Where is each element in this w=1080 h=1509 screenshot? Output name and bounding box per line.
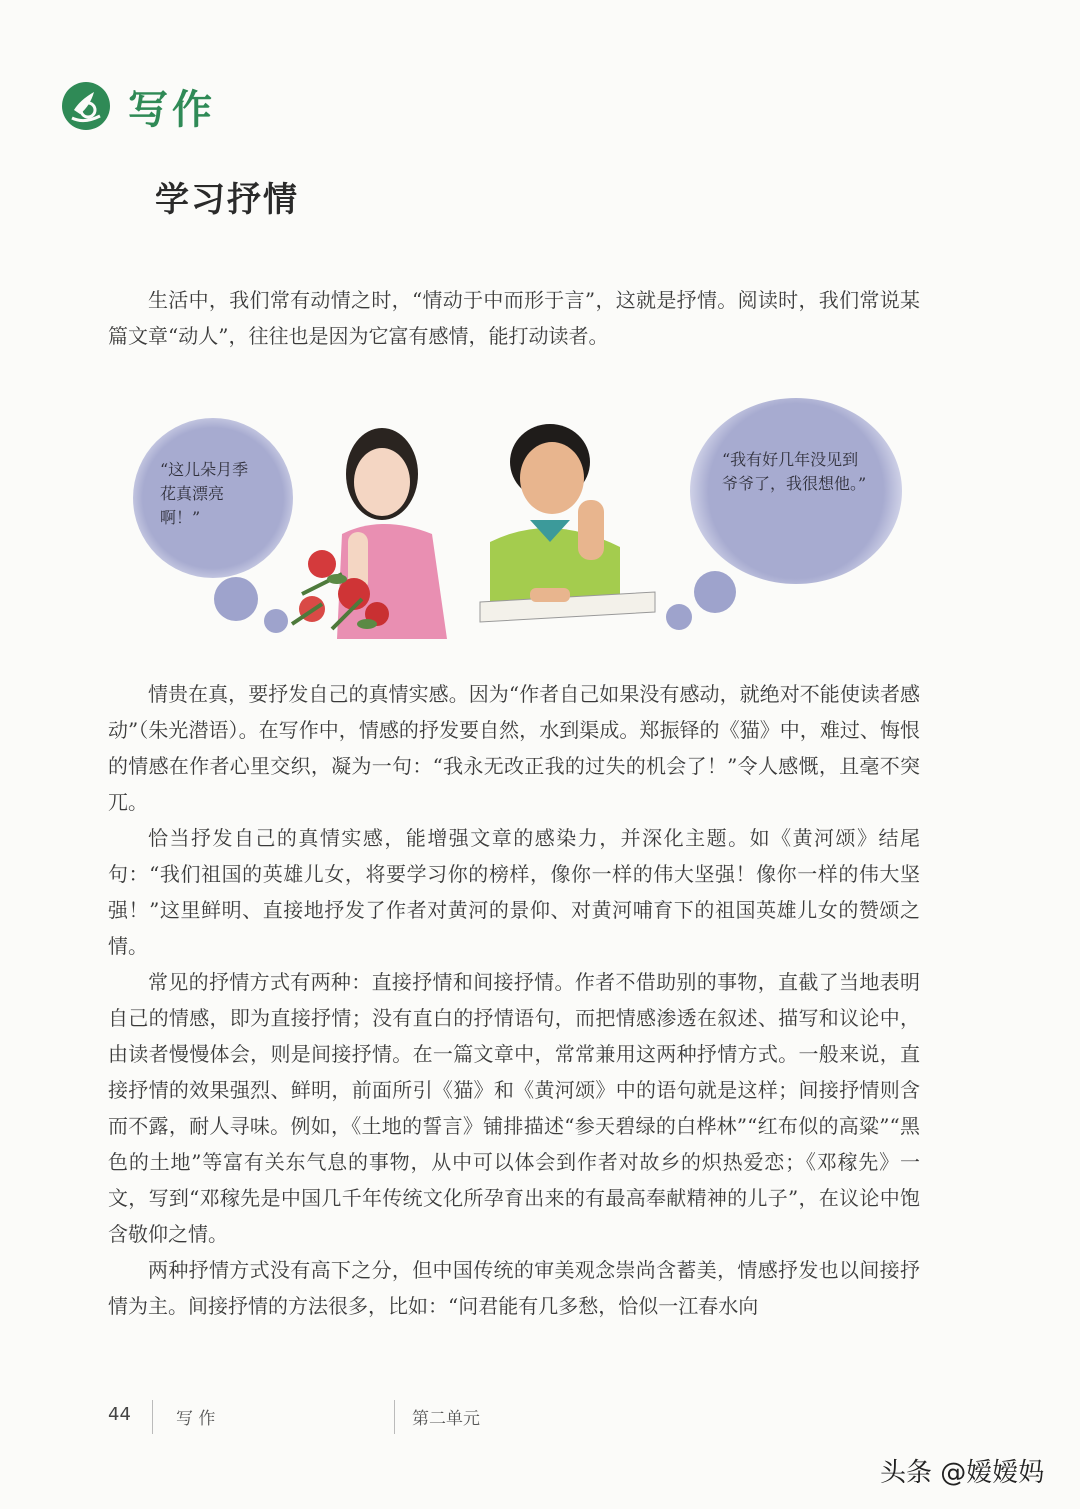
body-text — [108, 676, 920, 1324]
footer-left-label: 写 作 — [176, 1409, 216, 1429]
body-paragraph: 恰当抒发自己的真情实感，能增强文章的感染力，并深化主题。如《黄河颂》结尾句：“我们祖国的英雄儿女，将要学习你的榜样，像你一样的伟大坚强！像你一样的伟大坚强！”这里鲜明、直接地抒发了作者对黄河的景仰、对黄河哺育下的祖国英雄儿女的赞颂之情。 — [108, 826, 920, 958]
girl-with-roses-illustration — [282, 414, 462, 642]
article-title: 学习抒情 — [155, 180, 299, 220]
watermark: 头条 @嫒嫒妈 — [880, 1458, 1045, 1488]
boy-writing-illustration — [470, 412, 660, 634]
body-paragraph: 常见的抒情方式有两种：直接抒情和间接抒情。作者不借助别的事物，直截了当地表明自己的情感，即为直接抒情；没有直白的抒情语句，而把情感渗透在叙述、描写和议论中，由读者慢慢体会，则是间接抒情。在一篇文章中，常常兼用这两种抒情方式。一般来说，直接抒情的效果强烈、鲜明，前面所引《猫》和《黄河颂》中的语句就是这样；间接抒情则含而不露，耐人寻味。例如，《土地的誓言》铺排描述“参天碧绿的白桦林”“红布似的高粱”“黑色的土地”等富有关东气息的事物，从中可以体会到作者对故乡的炽热爱恋；《邓稼先》一文，写到“邓稼先是中国几千年传统文化所孕育出来的有最高奉献精神的儿子”，在议论中饱含敬仰之情。 — [108, 970, 920, 1246]
page-number: 44 — [108, 1404, 131, 1425]
footer-divider — [394, 1400, 395, 1434]
bubble-left-text: “这儿朵月季花真漂亮啊！” — [160, 460, 249, 527]
section-title: 写作 — [128, 87, 216, 133]
bubble-dot — [214, 577, 258, 621]
intro-paragraph: 生活中，我们常有动情之时，“情动于中而形于言”，这就是抒情。阅读时，我们常说某篇文章“动人”，往往也是因为它富有感情，能打动读者。 — [108, 288, 920, 348]
bubble-right-text: “我有好几年没见到爷爷了，我很想他。” — [722, 450, 867, 493]
body-paragraph: 两种抒情方式没有高下之分，但中国传统的审美观念崇尚含蓄美，情感抒发也以间接抒情为主。间接抒情的方法很多，比如：“问君能有几多愁，恰似一江春水向 — [108, 1258, 920, 1318]
body-paragraph: 情贵在真，要抒发自己的真情实感。因为“作者自己如果没有感动，就绝对不能使读者感动”（朱光潜语）。在写作中，情感的抒发要自然，水到渠成。郑振铎的《猫》中，难过、悔恨的情感在作者心里交织，凝为一句：“我永无改正我的过失的机会了！”令人感慨，且毫不突兀。 — [108, 682, 920, 814]
footer-divider — [152, 1400, 153, 1434]
footer-right-label: 第二单元 — [412, 1409, 480, 1429]
bubble-dot — [694, 571, 736, 613]
bubble-dot — [666, 604, 692, 630]
pen-nib-circle-icon — [60, 80, 112, 132]
